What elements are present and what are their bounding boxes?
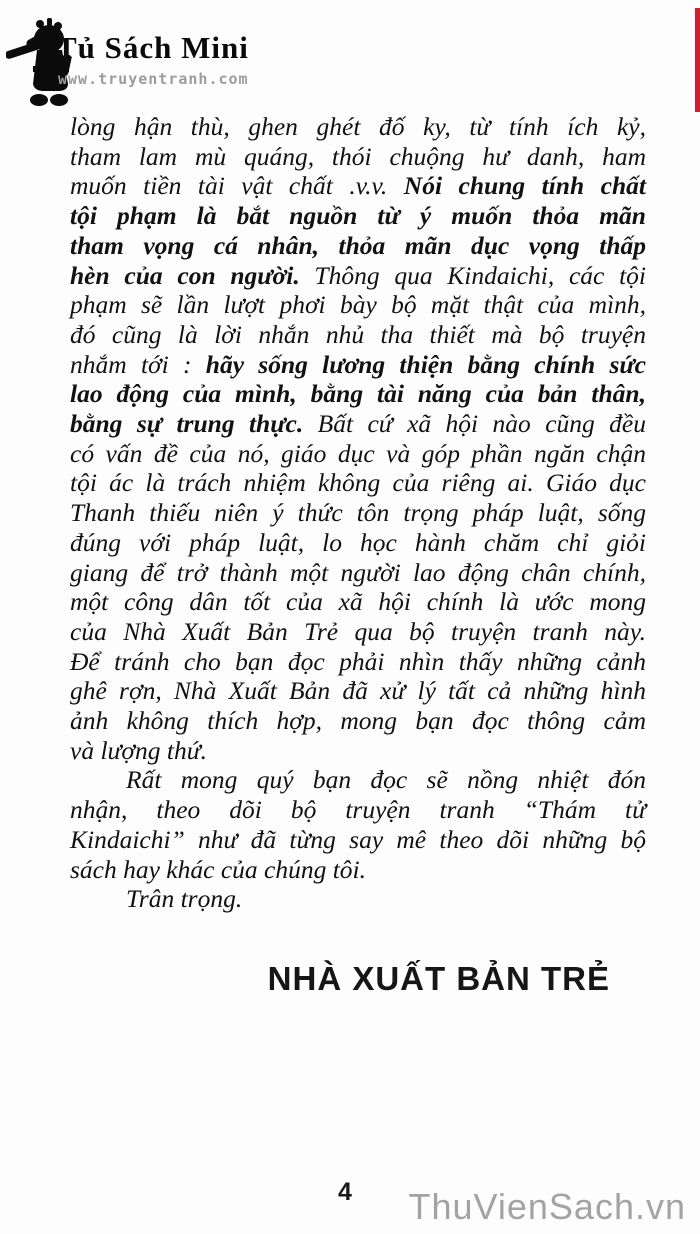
text-line: giang để trở thành một người lao động chân chính, (70, 557, 646, 587)
text-line: tội phạm là bắt nguồn từ ý muốn thỏa mãn (70, 201, 646, 231)
text-line: ghê rợn, Nhà Xuất Bản đã xử lý tất cả những hình (70, 676, 646, 706)
red-edge-bar (695, 8, 700, 112)
site-header (0, 0, 700, 110)
text-line: hèn của con người. Thông qua Kindaichi, các tội (70, 260, 646, 290)
text-line: lao động của mình, bằng tài năng của bản thân, (70, 379, 646, 409)
watermark-text: ThuVienSach.vn (408, 1186, 686, 1227)
text-line: tham vọng cá nhân, thỏa mãn dục vọng thấp (70, 230, 646, 260)
text-line: tội ác là trách nhiệm không của riêng ai. Giáo dục (70, 468, 646, 498)
text-line: Trân trọng. (126, 884, 243, 914)
text-line: sách hay khác của chúng tôi. (70, 854, 367, 884)
text-line: đúng với pháp luật, lo học hành chăm chỉ giỏi (70, 527, 646, 557)
site-logo-text: Tủ Sách Mini (56, 30, 249, 65)
text-line: Kindaichi” như đã từng say mê theo dõi những bộ (70, 824, 646, 854)
text-line: có vấn đề của nó, giáo dục và góp phần ngăn chận (70, 438, 646, 468)
text-line: của Nhà Xuất Bản Trẻ qua bộ truyện tranh này. (70, 616, 646, 646)
text-line: lòng hận thù, ghen ghét đố ky, từ tính ích kỷ, (70, 112, 646, 141)
text-line: Thanh thiếu niên ý thức tôn trọng pháp luật, sống (70, 498, 646, 528)
text-line: và lượng thứ. (70, 735, 208, 765)
text-line: nhắm tới : hãy sống lương thiện bằng chính sức (70, 349, 646, 379)
page-number: 4 (338, 1178, 352, 1206)
text-line: một công dân tốt của xã hội chính là ước mong (70, 587, 646, 617)
text-line: Để tránh cho bạn đọc phải nhìn thấy những cảnh (70, 646, 646, 676)
text-line: ảnh không thích hợp, mong bạn đọc thông cảm (70, 706, 646, 736)
body-text (70, 112, 646, 914)
text-line: tham lam mù quáng, thói chuộng hư danh, ham (70, 141, 646, 171)
text-line: phạm sẽ lần lượt phơi bày bộ mặt thật của mình, (70, 290, 646, 320)
publisher-signature: NHÀ XUẤT BẢN TRẺ (267, 960, 610, 997)
text-line: nhận, theo dõi bộ truyện tranh “Thám tử (70, 795, 646, 825)
site-url-text: www.truyentranh.com (58, 70, 249, 88)
text-line: đó cũng là lời nhắn nhủ tha thiết mà bộ truyện (70, 319, 646, 349)
text-line: Rất mong quý bạn đọc sẽ nồng nhiệt đón (126, 765, 646, 795)
text-line: bằng sự trung thực. Bất cứ xã hội nào cũng đều (70, 409, 646, 439)
text-line: muốn tiền tài vật chất .v.v. Nói chung tính chất (70, 171, 646, 201)
